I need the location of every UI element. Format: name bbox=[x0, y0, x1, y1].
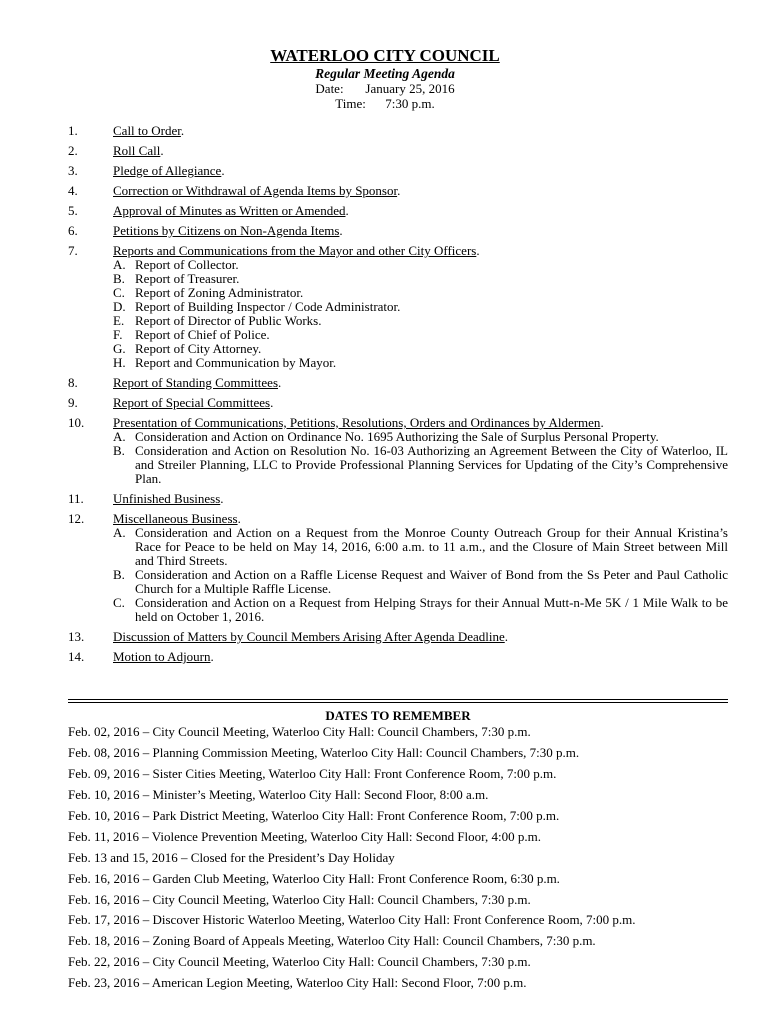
agenda-item-number: 5. bbox=[68, 203, 78, 218]
agenda-item-title: Reports and Communications from the Mayor and other City Officers bbox=[113, 243, 477, 258]
agenda-item-number: 9. bbox=[68, 395, 78, 410]
agenda-item-title: Roll Call bbox=[113, 143, 161, 158]
agenda-item-heading bbox=[113, 184, 728, 198]
agenda-subitem-letter: B. bbox=[113, 271, 125, 286]
meeting-date bbox=[0, 82, 770, 97]
agenda-item-heading bbox=[113, 124, 728, 138]
meeting-time bbox=[0, 97, 770, 112]
agenda-subitem bbox=[113, 314, 728, 328]
agenda-item-heading bbox=[113, 376, 728, 390]
agenda-item-title: Report of Standing Committees bbox=[113, 375, 279, 390]
agenda-subitem-letter: A. bbox=[113, 429, 126, 444]
agenda-item bbox=[68, 492, 728, 506]
agenda-item-number: 10. bbox=[68, 415, 85, 430]
agenda-subitem bbox=[113, 568, 728, 596]
agenda-item-punctuation: . bbox=[397, 183, 401, 198]
agenda-subitem bbox=[113, 258, 728, 272]
agenda-item-punctuation: . bbox=[210, 649, 214, 664]
agenda-item bbox=[68, 184, 728, 198]
agenda-item-heading bbox=[113, 416, 728, 430]
agenda-subitem-letter: B. bbox=[113, 567, 125, 582]
page-subtitle: Regular Meeting Agenda bbox=[315, 66, 455, 81]
agenda-item-number: 4. bbox=[68, 183, 78, 198]
agenda-item-heading bbox=[113, 204, 728, 218]
agenda-item-number: 6. bbox=[68, 223, 78, 238]
agenda-item-punctuation: . bbox=[160, 143, 164, 158]
agenda-subitem-text: Report and Communication by Mayor. bbox=[135, 355, 337, 370]
agenda-item-number: 1. bbox=[68, 123, 78, 138]
agenda-item-number: 11. bbox=[68, 491, 84, 506]
agenda-item-title: Report of Special Committees bbox=[113, 395, 271, 410]
agenda-item-punctuation: . bbox=[221, 163, 225, 178]
agenda-subitem bbox=[113, 444, 728, 486]
agenda-item-punctuation: . bbox=[180, 123, 185, 138]
agenda-item-heading bbox=[113, 396, 728, 410]
agenda-subitem-letter: B. bbox=[113, 443, 125, 458]
agenda-subitem-text: Consideration and Action on a Request from Helping Strays for their Annual Mutt-n-Me 5K / 1 Mile Walk to be held on October 1, 2016. bbox=[135, 595, 728, 624]
agenda-item-number: 13. bbox=[68, 629, 85, 644]
dates-list bbox=[68, 724, 748, 996]
date-entry: Feb. 13 and 15, 2016 – Closed for the President’s Day Holiday bbox=[68, 849, 395, 865]
agenda-item bbox=[68, 376, 728, 390]
agenda-item-heading bbox=[113, 144, 728, 158]
agenda-item-title: Pledge of Allegiance bbox=[113, 163, 222, 178]
agenda-item bbox=[68, 144, 728, 158]
agenda-subitem bbox=[113, 430, 728, 444]
agenda-subitem-letter: H. bbox=[113, 355, 126, 370]
agenda-item-heading bbox=[113, 492, 728, 506]
agenda-item-heading bbox=[113, 630, 728, 644]
date-entry: Feb. 02, 2016 – City Council Meeting, Waterloo City Hall: Council Chambers, 7:30 p.m. bbox=[68, 724, 531, 739]
agenda-item-title: Miscellaneous Business bbox=[113, 511, 238, 526]
agenda-item-number: 2. bbox=[68, 143, 78, 158]
date-entry: Feb. 17, 2016 – Discover Historic Waterloo Meeting, Waterloo City Hall: Front Conference Room, 7:00 p.m. bbox=[68, 912, 636, 928]
agenda-subitem bbox=[113, 526, 728, 568]
agenda-item bbox=[68, 204, 728, 218]
time-label: Time: bbox=[335, 95, 366, 111]
agenda-item-number: 8. bbox=[68, 375, 78, 390]
agenda-item-title: Motion to Adjourn bbox=[113, 649, 211, 664]
agenda-subitem-text: Consideration and Action on Ordinance No. 1695 Authorizing the Sale of Surplus Personal Property. bbox=[135, 429, 659, 444]
agenda-item-punctuation: . bbox=[600, 415, 604, 430]
agenda-subitem-letter: C. bbox=[113, 285, 125, 300]
agenda-item-punctuation: . bbox=[270, 395, 274, 410]
agenda-subitem-letter: A. bbox=[113, 525, 126, 540]
agenda-subitem-text: Report of Chief of Police. bbox=[135, 327, 270, 342]
agenda-subitem-text: Report of Treasurer. bbox=[135, 271, 240, 286]
agenda-subitem bbox=[113, 596, 728, 624]
agenda-subitem-text: Report of Building Inspector / Code Administrator. bbox=[135, 299, 401, 314]
agenda-subitem bbox=[113, 300, 728, 314]
agenda-subitem-text: Report of Zoning Administrator. bbox=[135, 285, 304, 300]
date-label: Date: bbox=[315, 81, 344, 96]
date-entry: Feb. 18, 2016 – Zoning Board of Appeals Meeting, Waterloo City Hall: Council Chambers, 7:30 p.m. bbox=[68, 933, 596, 949]
agenda-item bbox=[68, 224, 728, 238]
date-entry: Feb. 11, 2016 – Violence Prevention Meeting, Waterloo City Hall: Second Floor, 4:00 p.m. bbox=[68, 828, 541, 844]
date-entry: Feb. 08, 2016 – Planning Commission Meeting, Waterloo City Hall: Council Chambers, 7:30 p.m. bbox=[68, 744, 580, 760]
date-entry: Feb. 09, 2016 – Sister Cities Meeting, Waterloo City Hall: Front Conference Room, 7:00 p.m. bbox=[68, 765, 557, 781]
agenda-subitem bbox=[113, 286, 728, 300]
date-entry: Feb. 16, 2016 – Garden Club Meeting, Waterloo City Hall: Front Conference Room, 6:30 p.m. bbox=[68, 870, 560, 886]
divider-line bbox=[68, 702, 728, 703]
dates-section-title: DATES TO REMEMBER bbox=[325, 708, 471, 723]
page-title: WATERLOO CITY COUNCIL bbox=[270, 46, 500, 65]
agenda-item-punctuation: . bbox=[339, 223, 343, 238]
agenda-item-punctuation: . bbox=[220, 491, 224, 506]
agenda-item-title: Presentation of Communications, Petitions, Resolutions, Orders and Ordinances by Aldermen bbox=[113, 415, 601, 430]
agenda-item-heading bbox=[113, 512, 728, 526]
date-entry: Feb. 10, 2016 – Minister’s Meeting, Waterloo City Hall: Second Floor, 8:00 a.m. bbox=[68, 786, 489, 802]
agenda-subitem-text: Consideration and Action on a Request from the Monroe County Outreach Group for their Annual Kristina’s Race for Peace to be held on May 14, 2016, 6:00 a.m. to 11 a.m., and the Closure of Main Street between Mill and Third Streets. bbox=[135, 525, 728, 568]
agenda-item-punctuation: . bbox=[345, 203, 349, 218]
agenda-subitem bbox=[113, 272, 728, 286]
agenda-item bbox=[68, 396, 728, 410]
document-header bbox=[0, 46, 770, 111]
agenda-item bbox=[68, 164, 728, 178]
agenda-list bbox=[68, 124, 728, 670]
date-value: January 25, 2016 bbox=[365, 81, 455, 96]
agenda-subitem-text: Report of Collector. bbox=[135, 257, 239, 272]
agenda-subitem bbox=[113, 342, 728, 356]
date-entry: Feb. 22, 2016 – City Council Meeting, Waterloo City Hall: Council Chambers, 7:30 p.m. bbox=[68, 954, 531, 970]
agenda-subitem bbox=[113, 328, 728, 342]
time-value: 7:30 p.m. bbox=[385, 95, 435, 111]
agenda-subitem-letter: A. bbox=[113, 257, 126, 272]
agenda-subitem-letter: C. bbox=[113, 595, 125, 610]
agenda-subitem-text: Consideration and Action on a Raffle License Request and Waiver of Bond from the Ss Peter and Paul Catholic Church for a Multiple Raffle License. bbox=[135, 567, 728, 596]
date-entry: Feb. 23, 2016 – American Legion Meeting, Waterloo City Hall: Second Floor, 7:00 p.m. bbox=[68, 975, 527, 991]
agenda-item bbox=[68, 650, 728, 664]
agenda-item-number: 14. bbox=[68, 649, 85, 664]
agenda-item-heading bbox=[113, 244, 728, 258]
agenda-item-heading bbox=[113, 164, 728, 178]
agenda-item bbox=[68, 512, 728, 624]
agenda-subitem bbox=[113, 356, 728, 370]
agenda-subitem-letter: D. bbox=[113, 299, 126, 314]
agenda-item-punctuation: . bbox=[278, 375, 282, 390]
agenda-item-number: 12. bbox=[68, 511, 85, 526]
agenda-subitem-text: Report of City Attorney. bbox=[135, 341, 262, 356]
agenda-item-punctuation: . bbox=[476, 243, 480, 258]
agenda-item-punctuation: . bbox=[237, 511, 241, 526]
agenda-item bbox=[68, 124, 728, 138]
agenda-item-number: 3. bbox=[68, 163, 78, 178]
agenda-item-punctuation: . bbox=[504, 629, 508, 644]
date-entry: Feb. 16, 2016 – City Council Meeting, Waterloo City Hall: Council Chambers, 7:30 p.m. bbox=[68, 891, 531, 907]
date-entry: Feb. 10, 2016 – Park District Meeting, Waterloo City Hall: Front Conference Room, 7:00 p.m. bbox=[68, 807, 560, 823]
agenda-subitem-text: Report of Director of Public Works. bbox=[135, 313, 322, 328]
agenda-item-title: Correction or Withdrawal of Agenda Items by Sponsor bbox=[113, 183, 398, 198]
agenda-item bbox=[68, 416, 728, 486]
agenda-item-number: 7. bbox=[68, 243, 78, 258]
agenda-subitem-letter: E. bbox=[113, 313, 125, 328]
agenda-item-title: Petitions by Citizens on Non-Agenda Items bbox=[113, 223, 340, 238]
agenda-item-title: Unfinished Business bbox=[113, 491, 221, 506]
agenda-subitem-letter: F. bbox=[113, 327, 123, 342]
agenda-item-title: Approval of Minutes as Written or Amended bbox=[113, 203, 346, 218]
agenda-subitem-text: Consideration and Action on Resolution No. 16-03 Authorizing an Agreement Between the City of Waterloo, IL and Streiler Planning, LLC to Provide Professional Planning Services for Updating of the City’s Comprehensive Plan. bbox=[135, 443, 728, 486]
divider-line bbox=[68, 699, 728, 700]
agenda-item bbox=[68, 630, 728, 644]
agenda-item-heading bbox=[113, 224, 728, 238]
agenda-subitem-letter: G. bbox=[113, 341, 126, 356]
agenda-item-heading bbox=[113, 650, 728, 664]
agenda-item bbox=[68, 244, 728, 370]
agenda-item-title: Call to Order bbox=[113, 123, 181, 138]
agenda-item-title: Discussion of Matters by Council Members Arising After Agenda Deadline bbox=[113, 629, 505, 644]
